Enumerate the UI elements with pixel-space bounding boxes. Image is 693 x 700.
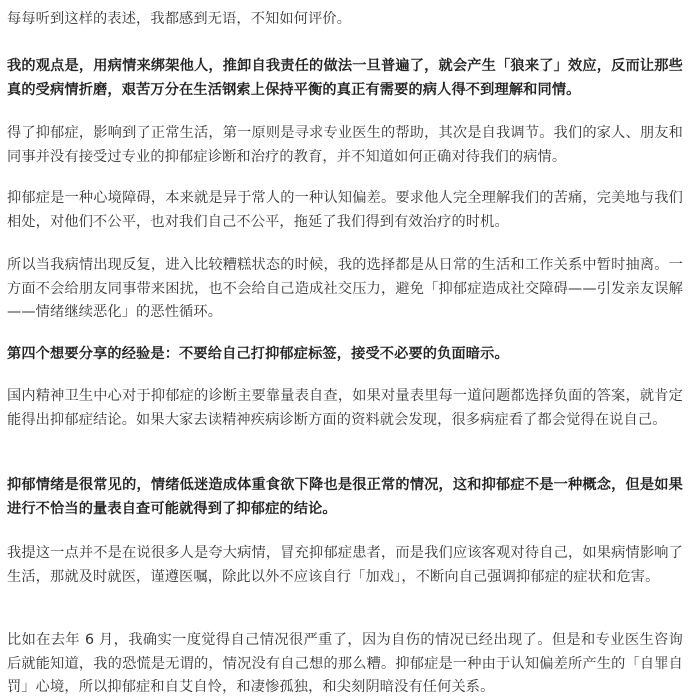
paragraph-personal-example: 比如在去年 6 月，我确实一度觉得自己情况很严重了，因为自伤的情况已经出现了。但是和专业医生咨询后就能知道，我的恐慌是无谓的，情况没有自己想的那么糟。抑郁症是一种由于认知偏差所产生的「自罪自罚」心境，所以抑郁症和自艾自怜，和凄惨孤独，和尖刻阴暗没有任何关系。	[7, 632, 683, 695]
paragraph-depressed-mood-vs-depression: 抑郁情绪是很常见的，情绪低迷造成体重食欲下降也是很正常的情况，这和抑郁症不是一种概念，但是如果进行不恰当的量表自查可能就得到了抑郁症的结论。	[7, 477, 683, 517]
paragraph-objective-view: 我提这一点并不是在说很多人是夸大病情，冒充抑郁症患者，而是我们应该客观对待自己，如果病情影响了生活，那就及时就医，谨遵医嘱，除此以外不应该自行「加戏」，不断向自己强调抑郁症的症状和危害。	[7, 545, 683, 585]
paragraph-self-assessment: 国内精神卫生中心对于抑郁症的诊断主要靠量表自查，如果对量表里每一道问题都选择负面的答案，就肯定能得出抑郁症结论。如果大家去读精神疾病诊断方面的资料就会发现，很多病症看了都会觉得在说自己。	[7, 388, 683, 428]
paragraph-temporary-withdrawal: 所以当我病情出现反复，进入比较糟糕状态的时候，我的选择都是从日常的生活和工作关系中暂时抽离。一方面不会给朋友同事带来困扰，也不会给自己造成社交压力，避免「抑郁症造成社交障碍——引发亲友误解——情绪继续恶化」的恶性循环。	[7, 257, 683, 320]
paragraph-main-viewpoint: 我的观点是，用病情来绑架他人，推卸自我责任的做法一旦普遍了，就会产生「狼来了」效应，反而让那些真的受病情折磨，艰苦万分在生活钢索上保持平衡的真正有需要的病人得不到理解和同情。	[7, 58, 683, 98]
paragraph-fourth-experience-heading: 第四个想要分享的经验是：不要给自己打抑郁症标签，接受不必要的负面暗示。	[7, 346, 509, 362]
paragraph-mood-disorder: 抑郁症是一种心境障碍，本来就是异于常人的一种认知偏差。要求他人完全理解我们的苦痛，完美地与我们相处，对他们不公平，也对我们自己不公平，拖延了我们得到有效治疗的时机。	[7, 190, 683, 230]
paragraph-seek-professional-help: 得了抑郁症，影响到了正常生活，第一原则是寻求专业医生的帮助，其次是自我调节。我们的家人、朋友和同事并没有接受过专业的抑郁症诊断和治疗的教育，并不知道如何正确对待我们的病情。	[7, 125, 683, 165]
paragraph-intro: 每每听到这样的表述，我都感到无语，不知如何评价。	[7, 11, 352, 27]
